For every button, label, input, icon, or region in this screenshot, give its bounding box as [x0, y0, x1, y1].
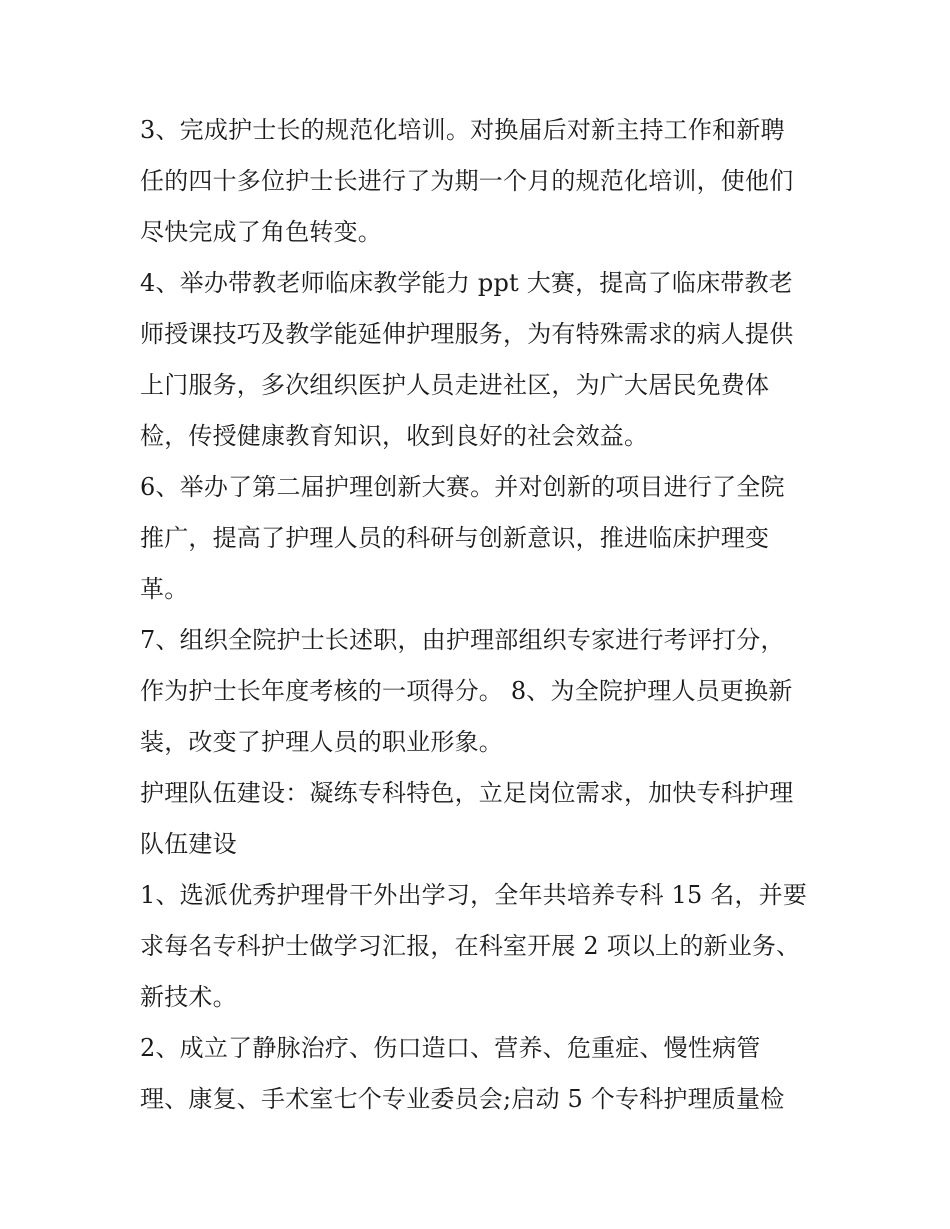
text-line: 4、举办带教老师临床教学能力 ppt 大赛，提高了临床带教老 — [140, 269, 793, 297]
text-line: 上门服务，多次组织医护人员走进社区，为广大居民免费体 — [140, 371, 770, 399]
text-line: 新技术。 — [140, 983, 237, 1011]
text-line: 检，传授健康教育知识，收到良好的社会效益。 — [140, 422, 649, 450]
text-line: 作为护士长年度考核的一项得分。 8、为全院护理人员更换新 — [140, 677, 793, 705]
text-line: 7、组织全院护士长述职，由护理部组织专家进行考评打分， — [140, 626, 785, 654]
text-line: 尽快完成了角色转变。 — [140, 218, 382, 246]
text-line: 理、康复、手术室七个专业委员会;启动 5 个专科护理质量检 — [140, 1085, 785, 1113]
text-line: 3、完成护士长的规范化培训。对换届后对新主持工作和新聘 — [140, 116, 785, 144]
text-line: 队伍建设 — [140, 830, 237, 858]
text-line: 护理队伍建设：凝练专科特色，立足岗位需求，加快专科护理 — [140, 779, 794, 807]
text-line: 求每名专科护士做学习汇报，在科室开展 2 项以上的新业务、 — [140, 932, 801, 960]
text-line: 师授课技巧及教学能延伸护理服务，为有特殊需求的病人提供 — [140, 320, 794, 348]
text-line: 任的四十多位护士长进行了为期一个月的规范化培训，使他们 — [140, 167, 794, 195]
text-line: 1、选派优秀护理骨干外出学习，全年共培养专科 15 名，并要 — [140, 881, 808, 909]
text-line: 推广，提高了护理人员的科研与创新意识，推进临床护理变 — [140, 524, 770, 552]
document-body — [140, 105, 820, 1125]
text-line: 2、成立了静脉治疗、伤口造口、营养、危重症、慢性病管 — [140, 1034, 761, 1062]
text-line: 革。 — [140, 575, 189, 603]
text-line: 6、举办了第二届护理创新大赛。并对创新的项目进行了全院 — [140, 473, 785, 501]
text-line: 装，改变了护理人员的职业形象。 — [140, 728, 503, 756]
